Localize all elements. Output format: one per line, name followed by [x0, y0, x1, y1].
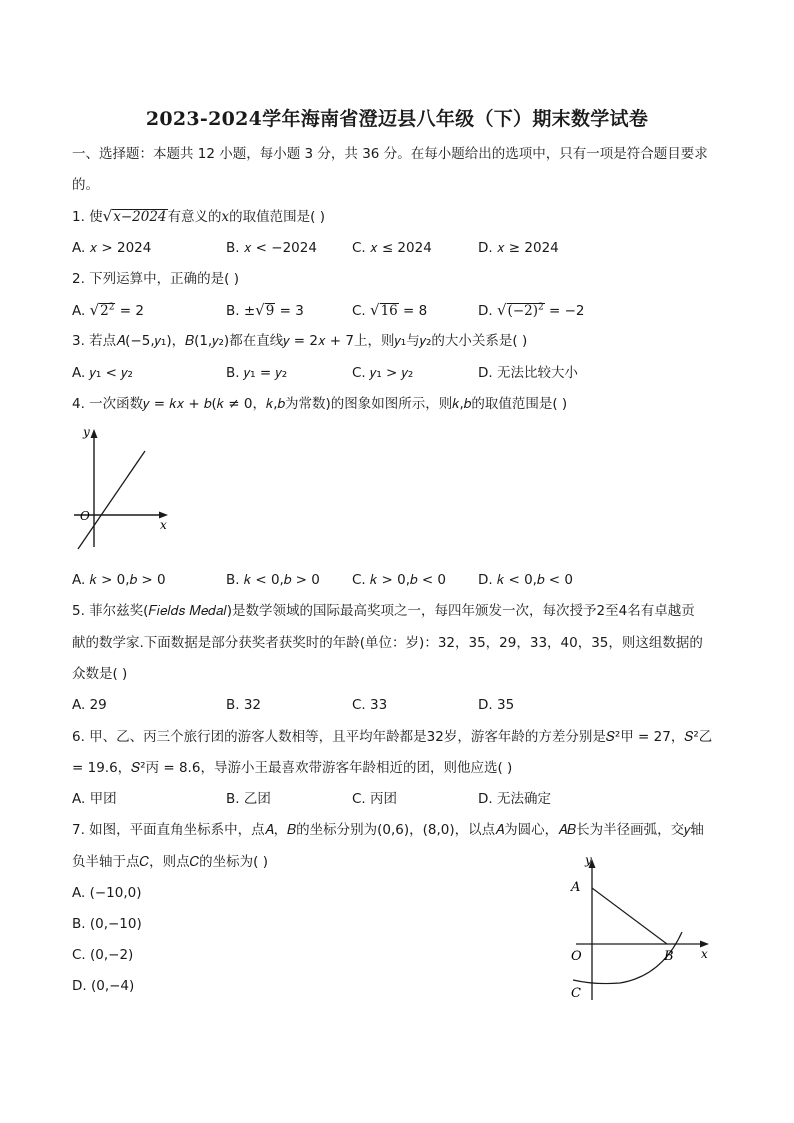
q7-point-a-label: A — [571, 880, 581, 895]
q7-segment-ab — [592, 888, 667, 944]
q5-option-d[interactable]: D. 35 — [478, 697, 515, 713]
q3-option-d[interactable]: D. 无法比较大小 — [478, 365, 578, 381]
q4-option-a[interactable]: A. 𝑘 > 0,𝑏 > 0 — [72, 572, 166, 588]
q4-option-b[interactable]: B. 𝑘 < 0,𝑏 > 0 — [226, 572, 320, 588]
q6-option-c[interactable]: C. 丙团 — [352, 791, 398, 807]
q6-option-a[interactable]: A. 甲团 — [72, 791, 117, 807]
q7-option-c[interactable]: C. (0,−2) — [72, 947, 134, 963]
radical-sign-icon: √ — [370, 301, 380, 319]
q1-option-a[interactable]: A. 𝑥 > 2024 — [72, 240, 152, 256]
q4-linear-function-graph — [70, 425, 180, 550]
question-5-line1: 5. 菲尔兹奖(𝐹𝑖𝑒𝑙𝑑𝑠 𝑀𝑒𝑑𝑎𝑙)是数学领域的国际最高奖项之一，每四年颁发一次，每次授予2至4名有卓越贡 — [72, 603, 695, 619]
q7-point-b-label: B — [664, 949, 674, 964]
q7-point-c-label: C — [571, 986, 581, 1001]
question-6-line1: 6. 甲、乙、丙三个旅行团的游客人数相等，且平均年龄都是32岁，游客年龄的方差分别是𝑆²甲 = 27，𝑆²乙 — [72, 729, 713, 745]
radical-sign-icon: √ — [89, 301, 100, 319]
q7-coordinate-graph — [560, 850, 720, 1010]
q4-origin-label: O — [80, 509, 90, 523]
question-6-line2: = 19.6，𝑆²丙 = 8.6，导游小王最喜欢带游客年龄相近的团，则他应选( ) — [72, 760, 513, 776]
q2-option-a[interactable]: A. $√2^2 = 2$ — [72, 301, 144, 319]
question-1-stem: 1. 使√x−2024有意义的x的取值范围是( ) — [72, 207, 325, 225]
q3-option-c[interactable]: C. 𝑦₁ > 𝑦₂ — [352, 365, 414, 381]
q4-option-c[interactable]: C. 𝑘 > 0,𝑏 < 0 — [352, 572, 447, 588]
q5-option-b[interactable]: B. 32 — [226, 697, 262, 713]
radical-sign-icon: √ — [255, 301, 265, 319]
question-7-line2: 负半轴于点𝐶，则点𝐶的坐标为( ) — [72, 854, 268, 870]
q1-option-d[interactable]: D. 𝑥 ≥ 2024 — [478, 240, 559, 256]
q4-x-label: x — [160, 518, 167, 532]
q7-x-label: x — [701, 947, 708, 961]
section-instructions-line2: 的。 — [72, 177, 99, 193]
q5-option-c[interactable]: C. 33 — [352, 697, 388, 713]
q2-option-c[interactable]: C. √16 = 8 — [352, 301, 428, 319]
q7-y-label: y — [585, 853, 592, 867]
q5-option-a[interactable]: A. 29 — [72, 697, 107, 713]
question-5-line3: 众数是( ) — [72, 666, 128, 682]
q1-option-c[interactable]: C. 𝑥 ≤ 2024 — [352, 240, 432, 256]
q7-origin-label: O — [571, 949, 582, 964]
q6-option-d[interactable]: D. 无法确定 — [478, 791, 551, 807]
q7-option-b[interactable]: B. (0,−10) — [72, 916, 142, 932]
q1-option-b[interactable]: B. 𝑥 < −2024 — [226, 240, 317, 256]
question-4-stem: 4. 一次函数𝑦 = 𝑘𝑥 + 𝑏(𝑘 ≠ 0，𝑘,𝑏为常数)的图象如图所示，则𝑘,𝑏的取值范围是( ) — [72, 396, 568, 412]
q2-option-d[interactable]: D. $√(-2)^2 = -2$ — [478, 301, 585, 319]
q3-option-b[interactable]: B. 𝑦₁ = 𝑦₂ — [226, 365, 288, 381]
radical-sign-icon: √ — [102, 207, 113, 225]
q2-option-b[interactable]: B. ±√9 = 3 — [226, 301, 304, 319]
q4-function-line — [78, 451, 145, 549]
q4-option-d[interactable]: D. 𝑘 < 0,𝑏 < 0 — [478, 572, 573, 588]
question-5-line2: 献的数学家.下面数据是部分获奖者获奖时的年龄(单位：岁)：32，35，29，33，40，35，则这组数据的 — [72, 635, 703, 651]
page-title: 2023-2024学年海南省澄迈县八年级（下）期末数学试卷 — [145, 108, 649, 130]
q1-radicand: x−2024 — [113, 209, 167, 225]
q3-option-a[interactable]: A. 𝑦₁ < 𝑦₂ — [72, 365, 133, 381]
section-instructions-line1: 一、选择题：本题共 12 小题，每小题 3 分，共 36 分。在每小题给出的选项中，只有一项是符合题目要求 — [72, 146, 708, 162]
q7-option-a[interactable]: A. (−10,0) — [72, 885, 142, 901]
q4-y-label: y — [83, 425, 90, 439]
q7-option-d[interactable]: D. (0,−4) — [72, 978, 135, 994]
q6-option-b[interactable]: B. 乙团 — [226, 791, 271, 807]
question-2-stem: 2. 下列运算中，正确的是( ) — [72, 271, 239, 287]
question-3-stem: 3. 若点𝐴(−5,𝑦₁)，𝐵(1,𝑦₂)都在直线𝑦 = 2𝑥 + 7上，则𝑦₁与𝑦₂的大小关系是( ) — [72, 333, 528, 349]
arrow-up-icon — [91, 429, 98, 438]
question-7-line1: 7. 如图，平面直角坐标系中，点𝐴，𝐵的坐标分别为(0,6)，(8,0)，以点𝐴为圆心，𝐴𝐵长为半径画弧，交𝑦轴 — [72, 822, 704, 838]
radical-sign-icon: √ — [496, 301, 507, 319]
